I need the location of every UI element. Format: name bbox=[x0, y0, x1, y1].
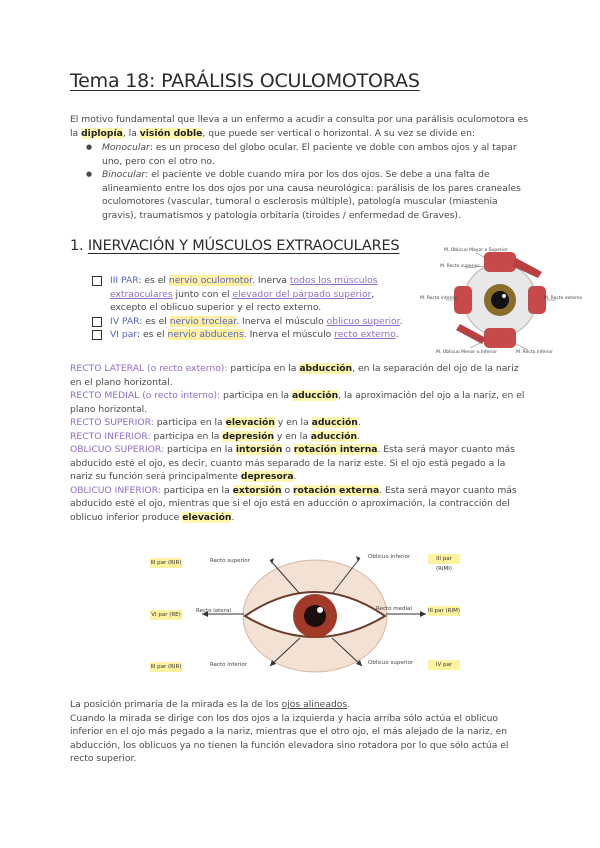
nerve-name: nervio abducens bbox=[167, 329, 244, 340]
muscle-name: RECTO MEDIAL (o recto interno): bbox=[70, 390, 221, 401]
muscle-action: depresión bbox=[222, 430, 274, 442]
muscle-text: . bbox=[293, 471, 297, 482]
nerve-text: . bbox=[399, 315, 403, 327]
nerve-item-iv bbox=[92, 315, 410, 329]
muscle-action: depresora bbox=[240, 471, 294, 482]
muscle-text: participa en la bbox=[164, 444, 236, 455]
nerve-text: : es el bbox=[137, 329, 168, 340]
muscle-action: extorsión bbox=[232, 484, 282, 496]
muscle-text: . bbox=[357, 430, 360, 442]
outro-text: . bbox=[347, 699, 351, 710]
bullet-term: Monocular bbox=[102, 142, 150, 153]
outro-text: La posición primaria de la mirada es la de los bbox=[70, 699, 282, 710]
primary-position-line bbox=[70, 698, 530, 712]
muscle-action: intorsión bbox=[235, 444, 283, 455]
label-recto-inferior: Recto inferior bbox=[210, 662, 248, 668]
nerve-text: junto con el bbox=[172, 288, 233, 300]
nerve-text: . bbox=[395, 329, 399, 340]
par-label: VI par bbox=[110, 329, 137, 340]
muscle-text: . Esta será mayor cuanto más abducido esté el ojo, es decir, cuanto más separado de la nariz este. Si el ojo está pegado a la nariz su función será principalmente bbox=[70, 444, 515, 482]
muscle-text: y en la bbox=[274, 430, 311, 442]
muscle-text: participa en la bbox=[227, 363, 300, 374]
nerve-item-vi bbox=[92, 328, 410, 342]
recto-inf-label: M. Recto inferior bbox=[516, 350, 554, 355]
muscle-text: participa en la bbox=[160, 484, 233, 496]
muscle-text: , en la separación del ojo de la nariz en el plano horizontal. bbox=[70, 363, 519, 388]
muscle-action: rotación interna bbox=[293, 444, 378, 455]
nerve-target: recto externo bbox=[334, 329, 396, 340]
tag-recto-medial: III par (RIM) bbox=[428, 608, 460, 614]
obl-inf-label: M. Oblicuo Menor o Inferior bbox=[436, 350, 498, 355]
gaze-explanation: Cuando la mirada se dirige con los dos ojos a la izquierda y hacia arriba sólo actúa el oblicuo inferior en el ojo más pegado a la nariz, mientras que el otro ojo, el más alejado de la nariz, en abducción, los oblicuos ya no tienen la función elevadora sino rotadora por lo que sólo actúa el recto superior. bbox=[70, 712, 509, 764]
checkbox-icon[interactable] bbox=[92, 276, 102, 286]
nerve-target: oblicuo superior bbox=[326, 315, 400, 327]
nerve-text: . Inerva el músculo bbox=[243, 329, 335, 340]
muscles-description bbox=[70, 362, 530, 524]
nerve-name: nervio troclear bbox=[169, 315, 237, 327]
muscle-action: elevación bbox=[225, 417, 275, 428]
bullet-text: : el paciente ve doble cuando mira por los dos ojos. Se debe a una falta de alineamiento entre los dos ojos por una causa neurológica: parálisis de los pares craneales oculomotores (vascular, tumoral o esclerosis múltiple), patología muscular (miastenia gravis), traumatismos y patología orbitaria (tiroides / enfermedad de Graves). bbox=[102, 169, 521, 221]
nerve-text: . Inerva el músculo bbox=[236, 315, 327, 327]
muscle-text: . Esta será mayor cuanto más abducido esté el ojo, mientras que si el ojo está en aducción o aproximación, la contracción del oblicuo inferior produce bbox=[70, 484, 517, 523]
diplopia-term: diplopía bbox=[81, 127, 123, 139]
recto-sup-label: M. Recto superior bbox=[440, 264, 480, 269]
muscle-recto-medial bbox=[70, 389, 530, 416]
intro-text: , la bbox=[122, 127, 140, 139]
muscle-action: rotación externa bbox=[293, 484, 380, 496]
muscle-recto-inferior bbox=[70, 430, 530, 444]
checkbox-icon[interactable] bbox=[92, 317, 102, 327]
nerve-text: , excepto el oblicuo superior y el recto externo. bbox=[110, 288, 375, 313]
muscle-text: participa en la bbox=[220, 390, 292, 401]
muscle-text: . bbox=[357, 417, 361, 428]
muscle-text: o bbox=[281, 484, 294, 496]
intro-paragraph bbox=[70, 113, 530, 140]
par-label: III PAR bbox=[110, 275, 139, 286]
recto-int-label: M. Recto interno bbox=[420, 296, 457, 301]
list-item bbox=[80, 168, 530, 222]
muscle-action: aducción bbox=[311, 417, 358, 428]
muscle-oblicuo-inferior bbox=[70, 484, 530, 525]
muscle-text: o bbox=[282, 444, 294, 455]
nerve-target: elevador del párpado superior bbox=[232, 288, 372, 300]
bullet-term: Binocular bbox=[102, 169, 146, 180]
section-heading bbox=[70, 238, 399, 254]
par-label: IV PAR bbox=[110, 315, 140, 327]
nerve-target: todos los músculos extraoculares bbox=[110, 275, 378, 300]
primary-gaze-paragraph bbox=[70, 698, 530, 766]
ojos-alineados: ojos alineados bbox=[281, 699, 348, 710]
tag-recto-lateral: VI par (RE) bbox=[151, 612, 181, 618]
label-recto-medial: Recto medial bbox=[376, 606, 412, 612]
muscle-text: , la aproximación del ojo a la nariz, en el plano horizontal. bbox=[70, 390, 525, 415]
checkbox-icon[interactable] bbox=[92, 330, 102, 340]
muscle-text: . bbox=[231, 511, 235, 523]
muscle-recto-superior bbox=[70, 416, 530, 430]
muscle-action: aducción bbox=[310, 430, 357, 442]
eye-muscles-figure bbox=[420, 246, 583, 358]
recto-ext-label: M. Recto externo bbox=[544, 296, 583, 301]
nerves-checklist bbox=[92, 274, 410, 342]
section-title: INERVACIÓN Y MÚSCULOS EXTRAOCULARES bbox=[87, 238, 400, 254]
muscle-text: participa en la bbox=[153, 417, 226, 428]
muscle-action: elevación bbox=[182, 511, 232, 523]
label-oblicuo-inferior: Oblicuo inferior bbox=[368, 554, 411, 560]
tag-recto-superior: III par (RIR) bbox=[150, 560, 182, 566]
eye-movement-diagram bbox=[140, 548, 480, 678]
muscle-recto-lateral bbox=[70, 362, 530, 389]
label-recto-lateral: Recto lateral bbox=[196, 608, 231, 614]
muscle-name: OBLICUO INFERIOR: bbox=[70, 484, 161, 496]
list-item bbox=[80, 141, 530, 168]
vision-doble-term: visión doble bbox=[139, 127, 203, 139]
muscle-name: RECTO LATERAL (o recto externo): bbox=[70, 363, 228, 374]
muscle-text: participa en la bbox=[150, 430, 223, 442]
nerve-name: nervio oculomotor bbox=[168, 275, 253, 286]
section-number: 1. bbox=[70, 238, 88, 254]
diplopia-types-list bbox=[80, 141, 530, 222]
muscle-oblicuo-superior bbox=[70, 443, 530, 484]
eye-muscles-illustration bbox=[420, 246, 583, 358]
muscle-action: aducción bbox=[291, 390, 339, 401]
label-oblicuo-superior: Oblicuo superior bbox=[368, 660, 414, 666]
intro-text: , que puede ser vertical o horizontal. A su vez se divide en: bbox=[202, 127, 476, 139]
page-title: Tema 18: PARÁLISIS OCULOMOTORAS bbox=[70, 70, 420, 92]
muscle-name: RECTO SUPERIOR: bbox=[70, 417, 154, 428]
nerve-text: . Inerva bbox=[252, 275, 290, 286]
muscle-name: RECTO INFERIOR: bbox=[70, 430, 151, 442]
tag-recto-inferior: III par (RIR) bbox=[150, 664, 182, 670]
muscle-text: y en la bbox=[274, 417, 312, 428]
intro-text: El motivo fundamental que lleva a un enfermo a acudir a consulta por una parálisis oculomotora es la bbox=[70, 114, 529, 139]
nerve-text: : es el bbox=[139, 315, 170, 327]
nerve-text: : es el bbox=[138, 275, 169, 286]
nerve-item-iii bbox=[92, 274, 410, 315]
muscle-name: OBLICUO SUPERIOR: bbox=[70, 444, 165, 455]
bullet-text: : es un proceso del globo ocular. El paciente ve doble con ambos ojos y al tapar uno, pero con el otro no. bbox=[102, 142, 517, 167]
muscle-action: abducción bbox=[299, 363, 353, 374]
obl-sup-label: M. Oblicuo Mayor o Superior bbox=[444, 248, 508, 253]
tag-oblicuo-superior: IV par bbox=[428, 660, 460, 670]
label-recto-superior: Recto superior bbox=[210, 558, 250, 564]
tag-oblicuo-inferior: III par (RIMI) bbox=[428, 554, 460, 564]
